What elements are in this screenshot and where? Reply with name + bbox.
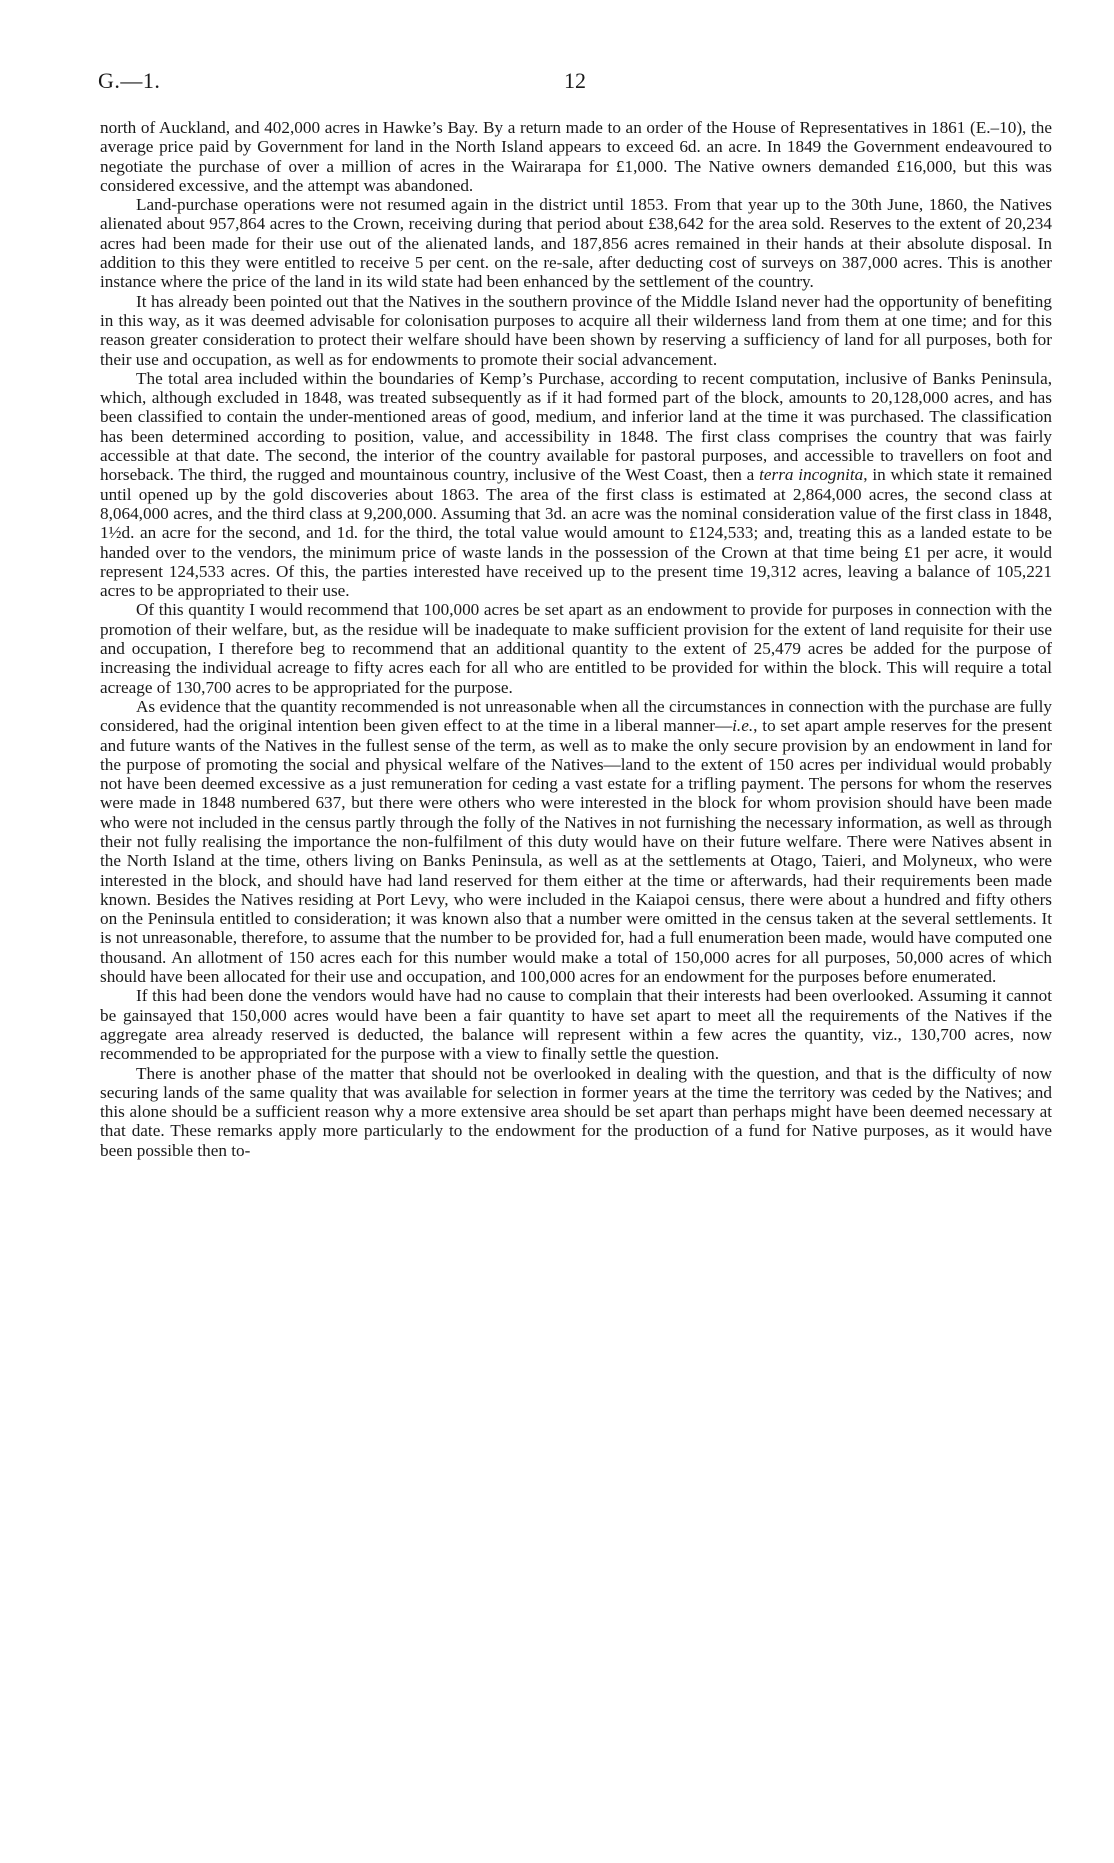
paragraph-6-text-a: As evidence that the quantity recommended is not unreasonable when all the circumstances in connection with the purchase are fully considered, had the original intention been given effect to at the time in a liberal manner— — [100, 696, 1052, 736]
paragraph-8: There is another phase of the matter that should not be overlooked in dealing with the question, and that is the difficulty of now securing lands of the same quality that was available for selection in former years at the time the territory was ceded by the Natives; and this alone should be a sufficient reason why a more extensive area should be set apart than perhaps might have been deemed necessary at that date. These remarks apply more particularly to the endowment for the production of a fund for Native purposes, as it would have been possible then to- — [100, 1063, 1052, 1160]
paragraph-2: Land-purchase operations were not resumed again in the district until 1853. From that year up to the 30th June, 1860, the Natives alienated about 957,864 acres to the Crown, receiving during that period about £38,642 for the area sold. Reserves to the extent of 20,234 acres had been made for their use out of the alienated lands, and 187,856 acres remained in their hands at their absolute disposal. In addition to this they were entitled to receive 5 per cent. on the re-sale, after deducting cost of surveys on 387,000 acres. This is another instance where the price of the land in its wild state had been enhanced by the settlement of the country. — [100, 195, 1052, 292]
paragraph-1: north of Auckland, and 402,000 acres in Hawke’s Bay. By a return made to an order of the House of Representatives in 1861 (E.–10), the average price paid by Government for land in the North Island appears to exceed 6d. an acre. In 1849 the Government endeavoured to negotiate the purchase of over a million of acres in the Wairarapa for £1,000. The Native owners demanded £16,000, but this was considered excessive, and the attempt was abandoned. — [100, 118, 1052, 195]
paragraph-5: Of this quantity I would recommend that 100,000 acres be set apart as an endowment to provide for purposes in connection with the promotion of their welfare, but, as the residue will be inadequate to make sufficient provision for the extent of land requisite for their use and occupation, I therefore beg to recommend that an additional quantity to the extent of 25,479 acres be added for the purpose of increasing the individual acreage to fifty acres each for all who are entitled to be provided for within the block. This will require a total acreage of 130,700 acres to be appropriated for the purpose. — [100, 600, 1052, 697]
paragraph-4-text-b: , in which state it remained until opened up by the gold discoveries about 1863. The area of the first class is estimated at 2,864,000 acres, the second class at 8,064,000 acres, and the third class at 9,200,000. Assuming that 3d. an acre was the nominal consideration value of the first class in 1848, 1½d. an acre for the second, and 1d. for the third, the total value would amount to £124,533; and, treating this as a landed estate to be handed over to the vendors, the minimum price of waste lands in the possession of the Crown at that time being £1 per acre, it would represent 124,533 acres. Of this, the parties interested have received up to the present time 19,312 acres, leaving a balance of 105,221 acres to be appropriated to their use. — [100, 465, 1052, 601]
paragraph-4-text-a: The total area included within the boundaries of Kemp’s Purchase, according to recent computation, inclusive of Banks Peninsula, which, although excluded in 1848, was treated subsequently as if it had formed part of the block, amounts to 20,128,000 acres, and has been classified to contain the under-mentioned areas of good, medium, and inferior land at the time it was purchased. The classification has been determined according to position, value, and accessibility in 1848. The first class comprises the country that was fairly accessible at that date. The second, the interior of the country available for pastoral purposes, and accessible to travellers on foot and horseback. The third, the rugged and mountainous country, inclusive of the West Coast, then a — [100, 368, 1052, 485]
paragraph-3: It has already been pointed out that the Natives in the southern province of the Middle Island never had the opportunity of benefiting in this way, as it was deemed advisable for colonisation purposes to acquire all their wilderness land from them at one time; and for this reason greater consideration to protect their welfare should have been shown by reserving a sufficiency of land for all purposes, both for their use and occupation, as well as for endowments to promote their social advancement. — [100, 291, 1052, 369]
paragraph-6 — [100, 697, 1052, 986]
page-header — [98, 68, 1054, 98]
paragraph-7: If this had been done the vendors would have had no cause to complain that their interests had been overlooked. Assuming it cannot be gainsayed that 150,000 acres would have been a fair quantity to have set apart to meet all the requirements of the Natives if the aggregate area already reserved is deducted, the balance will represent within a few acres the quantity, viz., 130,700 acres, now recommended to be appropriated for the purpose with a view to finally settle the question. — [100, 986, 1052, 1064]
paragraph-4 — [100, 369, 1052, 601]
document-reference: G.—1. — [98, 68, 161, 93]
paragraph-4-italic: terra incognita — [759, 465, 864, 485]
paragraph-6-text-b: , to set apart ample reserves for the present and future wants of the Natives in the fullest sense of the term, as well as to make the only secure provision by an endowment in land for the purpose of promoting the social and physical welfare of the Natives—land to the extent of 150 acres per individual would probably not have been deemed excessive as a just remuneration for ceding a vast estate for a trifling payment. The persons for whom the reserves were made in 1848 numbered 637, but there were others who were interested in the block for whom provision should have been made who were not included in the census partly through the folly of the Natives in not furnishing the necessary information, as well as through their not fully realising the importance the non-fulfilment of this duty would have on their future welfare. There were Natives absent in the North Island at the time, others living on Banks Peninsula, as well as at the settlements at Otago, Taieri, and Molyneux, who were interested in the block, and should have had land reserved for them either at the time or afterwards, had their requirements been made known. Besides the Natives residing at Port Levy, who were included in the Kaiapoi census, there were about a hundred and fifty others on the Peninsula entitled to consideration; it was known also that a number were omitted in the census taken at the several settlements. It is not unreasonable, therefore, to assume that the number to be provided for, had a full enumeration been made, would have computed one thousand. An allotment of 150 acres each for this number would make a total of 150,000 acres for all purposes, 50,000 acres of which should have been allocated for their use and occupation, and 100,000 acres for an endowment for the purposes before enumerated. — [100, 716, 1052, 987]
page-number: 12 — [564, 68, 586, 93]
paragraph-6-italic: i.e. — [732, 716, 754, 736]
body-text — [100, 118, 1052, 1160]
